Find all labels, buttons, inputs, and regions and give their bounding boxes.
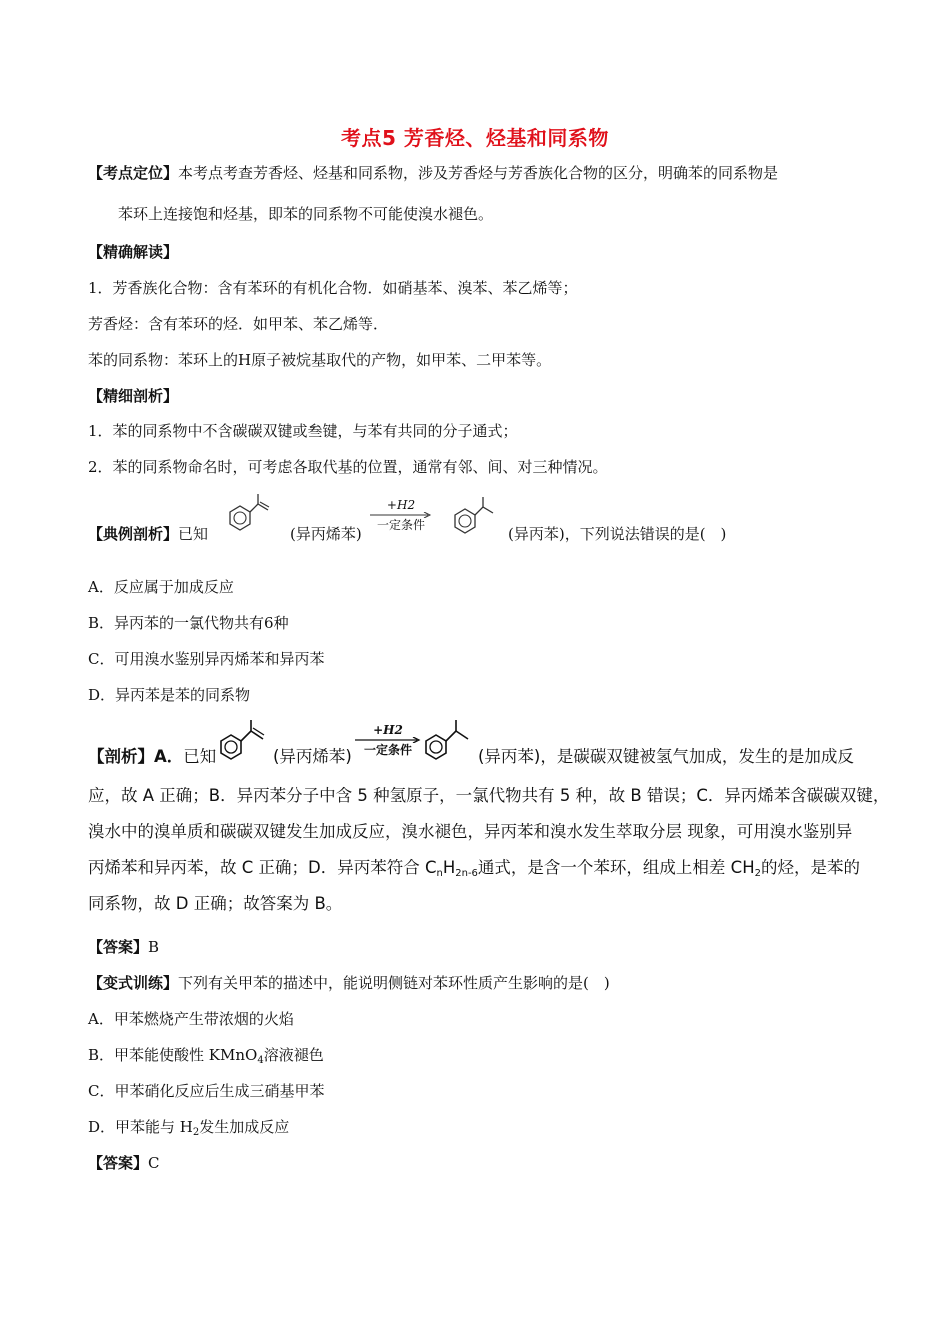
page-title: 考点5 芳香烃、烃基和同系物: [341, 126, 609, 150]
variant-option-b: [88, 1045, 324, 1071]
example-name1: (异丙烯苯): [290, 525, 362, 543]
variant-heading: 【变式训练】: [88, 974, 179, 992]
answer1-line: [88, 937, 159, 957]
isopropenylbenzene-structure-icon: [218, 492, 278, 542]
jiedu-line-1: 1．芳香族化合物：含有苯环的有机化合物．如硝基苯、溴苯、苯乙烯等；: [88, 279, 578, 297]
variant-opt-d-pre: D．甲苯能与 H: [88, 1118, 193, 1136]
jiedu-heading: 【精确解读】: [88, 243, 179, 261]
analysis-isopropylbenzene-icon: [418, 717, 478, 767]
variant-opt-b-post: 溶液褪色: [263, 1046, 324, 1064]
example-heading: 【典例剖析】: [88, 525, 179, 543]
analysis-arrow-bottom: 一定条件: [363, 743, 412, 757]
analysis-line-5: 同系物，故 D 正确；故答案为 B。: [88, 894, 343, 913]
answer1-heading: 【答案】: [88, 938, 149, 956]
poxi-line-1: 1．苯的同系物中不含碳碳双键或叁键，与苯有共同的分子通式；: [88, 422, 518, 440]
analysis-line4-sub2: 2n-6: [455, 868, 478, 879]
example-option-b: B．异丙苯的一氯代物共有6种: [88, 614, 289, 632]
analysis-line-2: 应，故 A 正确；B．异丙苯分子中含 5 种氢原子，一氯代物共有 5 种，故 B 错误；C．异丙烯苯含碳碳双键，: [88, 786, 890, 805]
isopropylbenzene-structure-icon: [445, 495, 505, 545]
variant-option-d: [88, 1117, 289, 1143]
variant-opt-d-post: 发生加成反应: [199, 1118, 290, 1136]
analysis-a-label: A．: [154, 747, 184, 766]
example-option-c: C．可用溴水鉴别异丙烯苯和异丙苯: [88, 650, 325, 668]
example-arrow-bottom: 一定条件: [376, 518, 425, 532]
analysis-reaction-arrow: [355, 723, 421, 757]
analysis-heading: 【剖析】: [88, 747, 154, 766]
analysis-line4-sub3: 2: [754, 868, 761, 879]
example-pre: 已知: [178, 525, 209, 543]
dingwei-text2: 苯环上连接饱和烃基，即苯的同系物不可能使溴水褪色。: [118, 205, 494, 223]
analysis-arrow-top: +H2: [373, 723, 403, 737]
example-arrow-top: +H2: [386, 498, 416, 512]
analysis-line-3: 溴水中的溴单质和碳碳双键发生加成反应，溴水褪色，异丙苯和溴水发生萃取分层 现象，可用溴水鉴别异: [88, 822, 853, 841]
variant-option-c: C．甲苯硝化反应后生成三硝基甲苯: [88, 1082, 325, 1100]
example-option-a: A．反应属于加成反应: [88, 578, 234, 596]
poxi-line-2: 2．苯的同系物命名时，可考虑各取代基的位置，通常有邻、间、对三种情况。: [88, 458, 608, 476]
example-name2: (异丙苯)，下列说法错误的是( ): [508, 525, 727, 543]
answer2-value: C: [148, 1154, 160, 1172]
analysis-name1: (异丙烯苯): [273, 747, 352, 766]
dingwei-heading: 【考点定位】: [88, 164, 179, 182]
analysis-line4-c: 通式，是含一个苯环，组成上相差 CH: [477, 858, 755, 877]
variant-question-line: [88, 973, 610, 993]
analysis-line4-d: 的烃，是苯的: [760, 858, 860, 877]
variant-opt-d-sub: 2: [192, 1127, 200, 1138]
variant-option-a: A．甲苯燃烧产生带浓烟的火焰: [88, 1010, 294, 1028]
answer2-heading: 【答案】: [88, 1154, 149, 1172]
example-reaction-arrow: [370, 498, 432, 532]
variant-opt-b-sub: 4: [257, 1055, 264, 1066]
analysis-line4-sub1: n: [436, 868, 443, 879]
dingwei-line1: [88, 163, 778, 183]
variant-question: 下列有关甲苯的描述中，能说明侧链对苯环性质产生影响的是( ): [178, 974, 610, 992]
jiedu-line-2: 芳香烃：含有苯环的烃．如甲苯、苯乙烯等．: [88, 315, 389, 333]
analysis-line4-b: H: [442, 858, 456, 877]
analysis-pre: 已知: [183, 747, 217, 766]
analysis-line4-a: 丙烯苯和异丙苯，故 C 正确；D．异丙苯符合 C: [88, 858, 437, 877]
answer1-value: B: [148, 938, 160, 956]
analysis-intro: [88, 747, 216, 767]
example-intro: [88, 524, 208, 544]
example-option-d: D．异丙苯是苯的同系物: [88, 686, 251, 704]
dingwei-text1: 本考点考查芳香烃、烃基和同系物，涉及芳香烃与芳香族化合物的区分，明确苯的同系物是: [178, 164, 779, 182]
answer2-line: [88, 1153, 160, 1173]
variant-opt-b-pre: B．甲苯能使酸性 KMnO: [88, 1046, 258, 1064]
jiedu-line-3: 苯的同系物：苯环上的H原子被烷基取代的产物，如甲苯、二甲苯等。: [88, 351, 552, 369]
analysis-line-4: [88, 858, 860, 884]
analysis-isopropenylbenzene-icon: [213, 717, 273, 767]
poxi-heading: 【精细剖析】: [88, 387, 179, 405]
analysis-name2: (异丙苯)，是碳碳双键被氢气加成，发生的是加成反: [478, 747, 854, 766]
